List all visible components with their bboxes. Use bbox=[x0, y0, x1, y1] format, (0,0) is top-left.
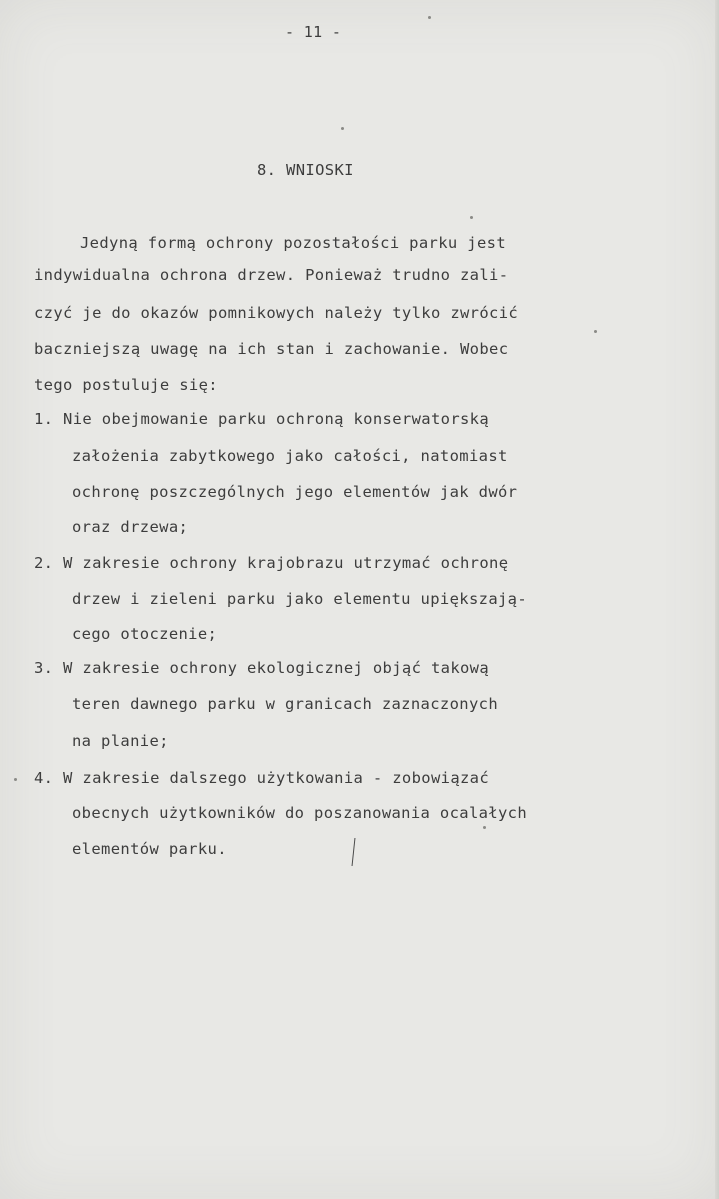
list-item-3-line-1: 3. W zakresie ochrony ekologicznej objąć takową bbox=[34, 659, 490, 677]
list-item-2-line-3: cego otoczenie; bbox=[72, 625, 218, 643]
list-item-1-line-4: oraz drzewa; bbox=[72, 518, 189, 536]
list-item-1-line-3: ochronę poszczególnych jego elementów jak dwór bbox=[72, 483, 518, 501]
list-item-2-line-1: 2. W zakresie ochrony krajobrazu utrzymać ochronę bbox=[34, 554, 509, 572]
list-item-1-line-2: założenia zabytkowego jako całości, natomiast bbox=[72, 447, 508, 465]
section-heading: 8. WNIOSKI bbox=[257, 161, 354, 179]
page-edge-shadow bbox=[715, 0, 719, 1199]
paragraph-line-4: baczniejszą uwagę na ich stan i zachowanie. Wobec bbox=[34, 340, 509, 358]
paper-speck bbox=[14, 778, 17, 781]
paper-speck bbox=[470, 216, 473, 219]
list-item-4-line-3: elementów parku. bbox=[72, 840, 227, 858]
paper-speck bbox=[594, 330, 597, 333]
list-item-3-line-3: na planie; bbox=[72, 732, 169, 750]
page-number: - 11 - bbox=[285, 23, 342, 41]
paragraph-line-3: czyć je do okazów pomnikowych należy tylko zwrócić bbox=[34, 304, 519, 322]
list-item-1-line-1: 1. Nie obejmowanie parku ochroną konserwatorską bbox=[34, 410, 490, 428]
list-item-2-line-2: drzew i zieleni parku jako elementu upiększają- bbox=[72, 590, 528, 608]
list-item-4-line-2: obecnych użytkowników do poszanowania ocalałych bbox=[72, 804, 528, 822]
paragraph-line-2: indywidualna ochrona drzew. Ponieważ trudno zali- bbox=[34, 266, 509, 284]
paper-speck bbox=[341, 127, 344, 130]
list-item-4-line-1: 4. W zakresie dalszego użytkowania - zobowiązać bbox=[34, 769, 490, 787]
pen-stroke-mark bbox=[352, 838, 362, 866]
paragraph-line-5: tego postuluje się: bbox=[34, 376, 218, 394]
paragraph-line-1: Jedyną formą ochrony pozostałości parku jest bbox=[80, 234, 506, 252]
list-item-3-line-2: teren dawnego parku w granicach zaznaczonych bbox=[72, 695, 498, 713]
paper-speck bbox=[483, 826, 486, 829]
paper-speck bbox=[428, 16, 431, 19]
